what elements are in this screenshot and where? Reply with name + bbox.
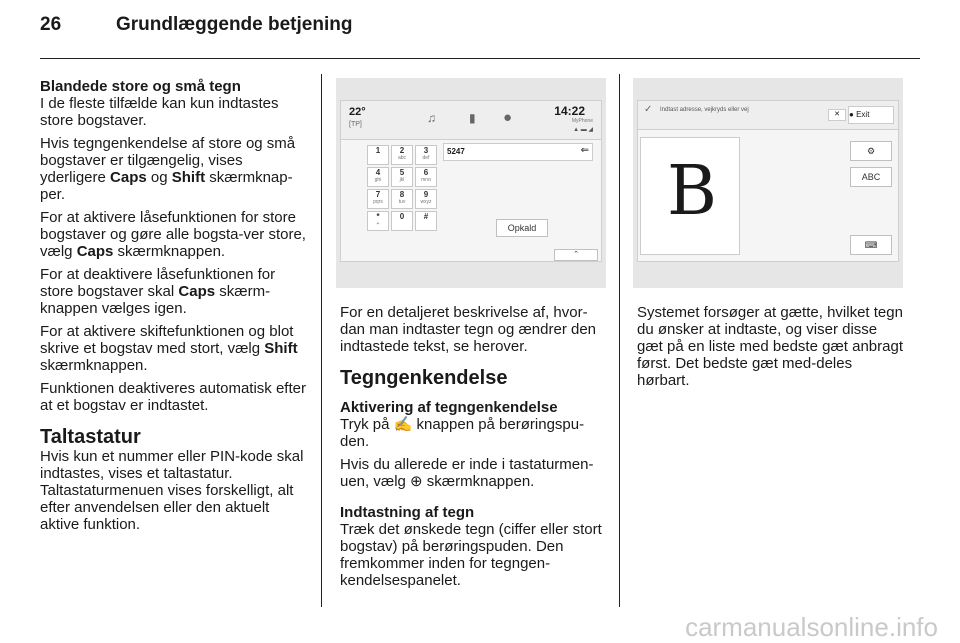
subheading-activate: Aktivering af tegngenkendelse: [340, 399, 558, 416]
paragraph: For at deaktivere låsefunktionen for store bogstaver skal Caps skærm-knappen vælges igen.: [40, 266, 276, 317]
exit-icon: ●: [849, 110, 854, 119]
paragraph: Hvis kun et nummer eller PIN-kode skal indtastes, vises et taltastatur. Taltastaturmenuen vises forskelligt, alt efter anvendelsen eller den aktuelt aktive funktion.: [40, 448, 304, 533]
paragraph: I de fleste tilfælde kan kun indtastes store bogstaver.: [40, 95, 279, 129]
exit-button[interactable]: ● Exit: [848, 106, 894, 124]
status-bar: [341, 101, 601, 140]
collapse-button[interactable]: ⌃: [554, 249, 598, 261]
page-header: [40, 14, 352, 36]
input-bar: [638, 101, 898, 130]
call-button[interactable]: Opkald: [496, 219, 548, 237]
keyboard-button[interactable]: [850, 235, 892, 255]
keypad-key[interactable]: 5 jkl: [391, 167, 413, 187]
phone-icon[interactable]: ▮: [469, 111, 476, 125]
keypad-key[interactable]: 3 def: [415, 145, 437, 165]
paragraph: Hvis tegngenkendelse af store og små bogstaver er tilgængelig, vises yderligere Caps og Shift skærmknap-per.: [40, 135, 296, 203]
paragraph: Hvis du allerede er inde i tastaturmen-uen, vælg ⊕ skærmknappen.: [340, 456, 594, 490]
tp-indicator: [TP]: [349, 121, 362, 128]
heading-character-recognition: Tegngenkendelse: [340, 367, 508, 389]
keypad-key[interactable]: 6 mno: [415, 167, 437, 187]
keypad-screen: [340, 100, 602, 262]
backspace-icon[interactable]: ⇐: [580, 145, 589, 156]
navigation-icon[interactable]: ♫: [427, 111, 436, 125]
column-2: [340, 304, 604, 595]
drawing-pad[interactable]: [640, 137, 740, 255]
clock: 14:22: [554, 104, 585, 118]
keypad-key[interactable]: 1: [367, 145, 389, 165]
header-rule: [40, 58, 920, 59]
phone-name: MyPhone: [571, 118, 593, 124]
paragraph: Systemet forsøger at gætte, hvilket tegn du ønsker at indtaste, og viser disse gæt på en liste med bedste gæt anbragt først. Det bedste gæt med-deles hørbart.: [637, 304, 904, 389]
heading-number-keypad: Taltastatur: [40, 426, 141, 448]
gear-icon: ⚙: [866, 146, 876, 156]
settings-button[interactable]: [850, 141, 892, 161]
keypad-key[interactable]: 0: [391, 211, 413, 231]
subheading-entering: Indtastning af tegn: [340, 504, 475, 521]
keypad-key[interactable]: 9 wxyz: [415, 189, 437, 209]
entry-value: 5247: [447, 147, 465, 156]
keypad-key[interactable]: * +: [367, 211, 389, 231]
keypad-key[interactable]: 2 abc: [391, 145, 413, 165]
keypad-key[interactable]: #: [415, 211, 437, 231]
column-3: [637, 304, 903, 395]
page-title: Grundlæggende betjening: [116, 14, 353, 35]
signal-icon: ▲ ▬ ◢: [573, 127, 593, 133]
keypad-key[interactable]: 4 ghi: [367, 167, 389, 187]
paragraph: For at aktivere skiftefunktionen og blot skrive et bogstav med stort, vælg Shift skærmknappen.: [40, 323, 298, 374]
column-1: [40, 78, 306, 539]
keypad-key[interactable]: 8 tuv: [391, 189, 413, 209]
keypad-screenshot: [336, 78, 606, 288]
watermark: carmanualsonline.info: [685, 612, 938, 642]
column-divider-1: [321, 74, 322, 607]
number-entry-field[interactable]: [443, 143, 593, 161]
paragraph: For at aktivere låsefunktionen for store bogstaver og gøre alle bogsta-ver store, vælg Caps skærmknappen.: [40, 209, 306, 260]
paragraph: Tryk på ✍ knappen på berøringspu-den.: [340, 416, 585, 450]
handwriting-icon: ✍: [393, 416, 413, 433]
keypad-key[interactable]: 7 pqrs: [367, 189, 389, 209]
paragraph: Funktionen deaktiveres automatisk efter at et bogstav er indtastet.: [40, 380, 306, 414]
globe-icon[interactable]: ●: [503, 109, 513, 126]
paragraph: For en detaljeret beskrivelse af, hvor-dan man indtaster tegn og ændrer den indtastede tekst, se herover.: [340, 304, 597, 355]
drawn-character: B: [667, 152, 717, 231]
column-divider-2: [619, 74, 620, 607]
paragraph: Træk det ønskede tegn (ciffer eller stort bogstav) på berøringspuden. Den fremkommer inden for tegngen-kendelsespanelet.: [340, 521, 602, 589]
input-prompt[interactable]: Indtast adresse, vejkryds eller vej: [660, 107, 749, 113]
clear-icon[interactable]: ✕: [828, 109, 846, 121]
recognition-screen: [637, 100, 899, 262]
recognition-screenshot: [633, 78, 903, 288]
check-icon[interactable]: ✓: [644, 104, 653, 115]
abc-button[interactable]: ABC: [850, 167, 892, 187]
page-number: 26: [40, 14, 62, 35]
temperature: 22°: [349, 106, 366, 118]
recognition-icon: ⊕: [410, 473, 423, 490]
keyboard-icon: ⌨: [864, 240, 878, 250]
heading-mixed-case: Blandede store og små tegn: [40, 78, 241, 95]
